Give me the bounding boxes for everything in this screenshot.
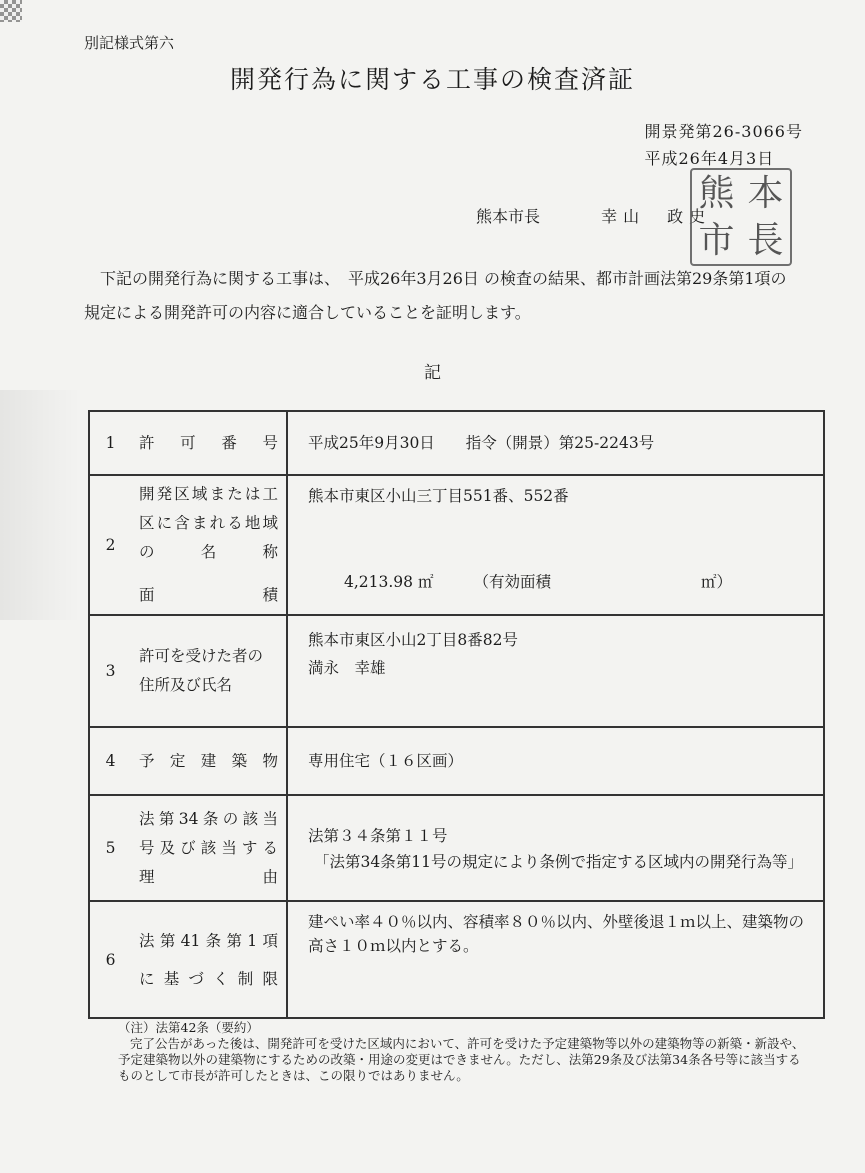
row-number: 3 [89, 615, 131, 727]
issue-date: 平成26年4月3日 [644, 149, 775, 168]
permittee-cell [287, 615, 824, 727]
area-value: 4,213.98 ㎡ [344, 573, 434, 591]
scan-artifact [0, 0, 22, 22]
row-label: 許可を受けた者の住所及び氏名 [131, 615, 287, 727]
seal-char: 市 [698, 219, 735, 261]
article-34-reason: 「法第34条第11号の規定により条例で指定する区域内の開発行為等」 [314, 853, 803, 871]
issuer-line [476, 204, 711, 227]
row-number: 1 [89, 411, 131, 475]
official-seal [690, 168, 792, 266]
seal-char: 長 [747, 219, 784, 261]
issuer-title: 熊本市長 [476, 207, 541, 226]
table-row [89, 901, 824, 1018]
effective-area: （有効面積 [473, 573, 551, 591]
permit-number: 平成25年9月30日 指令（開景）第25-2243号 [287, 411, 824, 475]
planned-building: 専用住宅（１６区画） [287, 727, 824, 795]
reference-block [645, 118, 804, 172]
article-34-number: 法第３４条第１１号 [308, 827, 448, 845]
row-label: に基づく制限 [139, 969, 278, 988]
row-label: 法第41条第1項 [139, 931, 278, 950]
seal-char: 本 [747, 172, 784, 214]
row-label: 法第34条の該当 [139, 809, 278, 828]
details-table [88, 410, 825, 1019]
document-title: 開発行為に関する工事の検査済証 [229, 65, 635, 94]
permittee-name: 満永 幸雄 [308, 659, 386, 677]
ki-heading: 記 [424, 363, 441, 383]
row-label: 面 積 [139, 586, 278, 604]
table-row [89, 475, 824, 615]
form-label: 別記様式第六 [84, 34, 175, 52]
footnote-heading: （注）法第42条（要約） [118, 1020, 259, 1035]
row-label-group [131, 475, 287, 615]
permittee-address: 熊本市東区小山2丁目8番82号 [308, 631, 518, 649]
table-row [89, 615, 824, 727]
effective-area-unit: ㎡） [700, 573, 732, 591]
table-row [89, 795, 824, 901]
row-label: 許 可 番 号 [131, 411, 287, 475]
article-41-restrictions: 建ぺい率４０％以内、容積率８０％以内、外壁後退１ｍ以上、建築物の高さ１０ｍ以内とする。 [287, 901, 824, 1018]
reference-number: 開景発第26-3066号 [644, 122, 803, 141]
row-number: 5 [89, 795, 131, 901]
area-location: 熊本市東区小山三丁目551番、552番 [308, 487, 569, 505]
area-line [308, 568, 811, 596]
row-label-group [131, 795, 287, 901]
footnote [118, 1020, 808, 1084]
seal-char: 熊 [698, 172, 735, 214]
row-label: 予 定 建 築 物 [131, 727, 287, 795]
row-number: 6 [89, 901, 131, 1018]
row-label-group [131, 901, 287, 1018]
issuer-name: 幸山 政史 [601, 207, 712, 226]
row-label: 号及び該当する [139, 838, 278, 857]
row-number: 4 [89, 727, 131, 795]
article-34-cell [287, 795, 824, 901]
scan-shadow [0, 390, 80, 620]
footnote-text: 完了公告があった後は、開発許可を受けた区域内において、許可を受けた予定建築物等以外の建築物等の新築・新設や、予定建築物以外の建築物にするための改築・用途の変更はできません。ただし、法第29条及び法第34条各号等に該当するものとして市長が許可したときは、この限りではありません。 [118, 1036, 805, 1083]
table-row [89, 411, 824, 475]
certification-text: 下記の開発行為に関する工事は、 平成26年3月26日 の検査の結果、都市計画法第29条第1項の規定による開発許可の内容に適合していることを証明します。 [84, 269, 787, 322]
table-row [89, 727, 824, 795]
row-label: 開発区域または工区に含まれる地域の名称 [139, 485, 278, 561]
area-cell [287, 475, 824, 615]
row-number: 2 [89, 475, 131, 615]
row-label: 理 由 [139, 867, 278, 886]
